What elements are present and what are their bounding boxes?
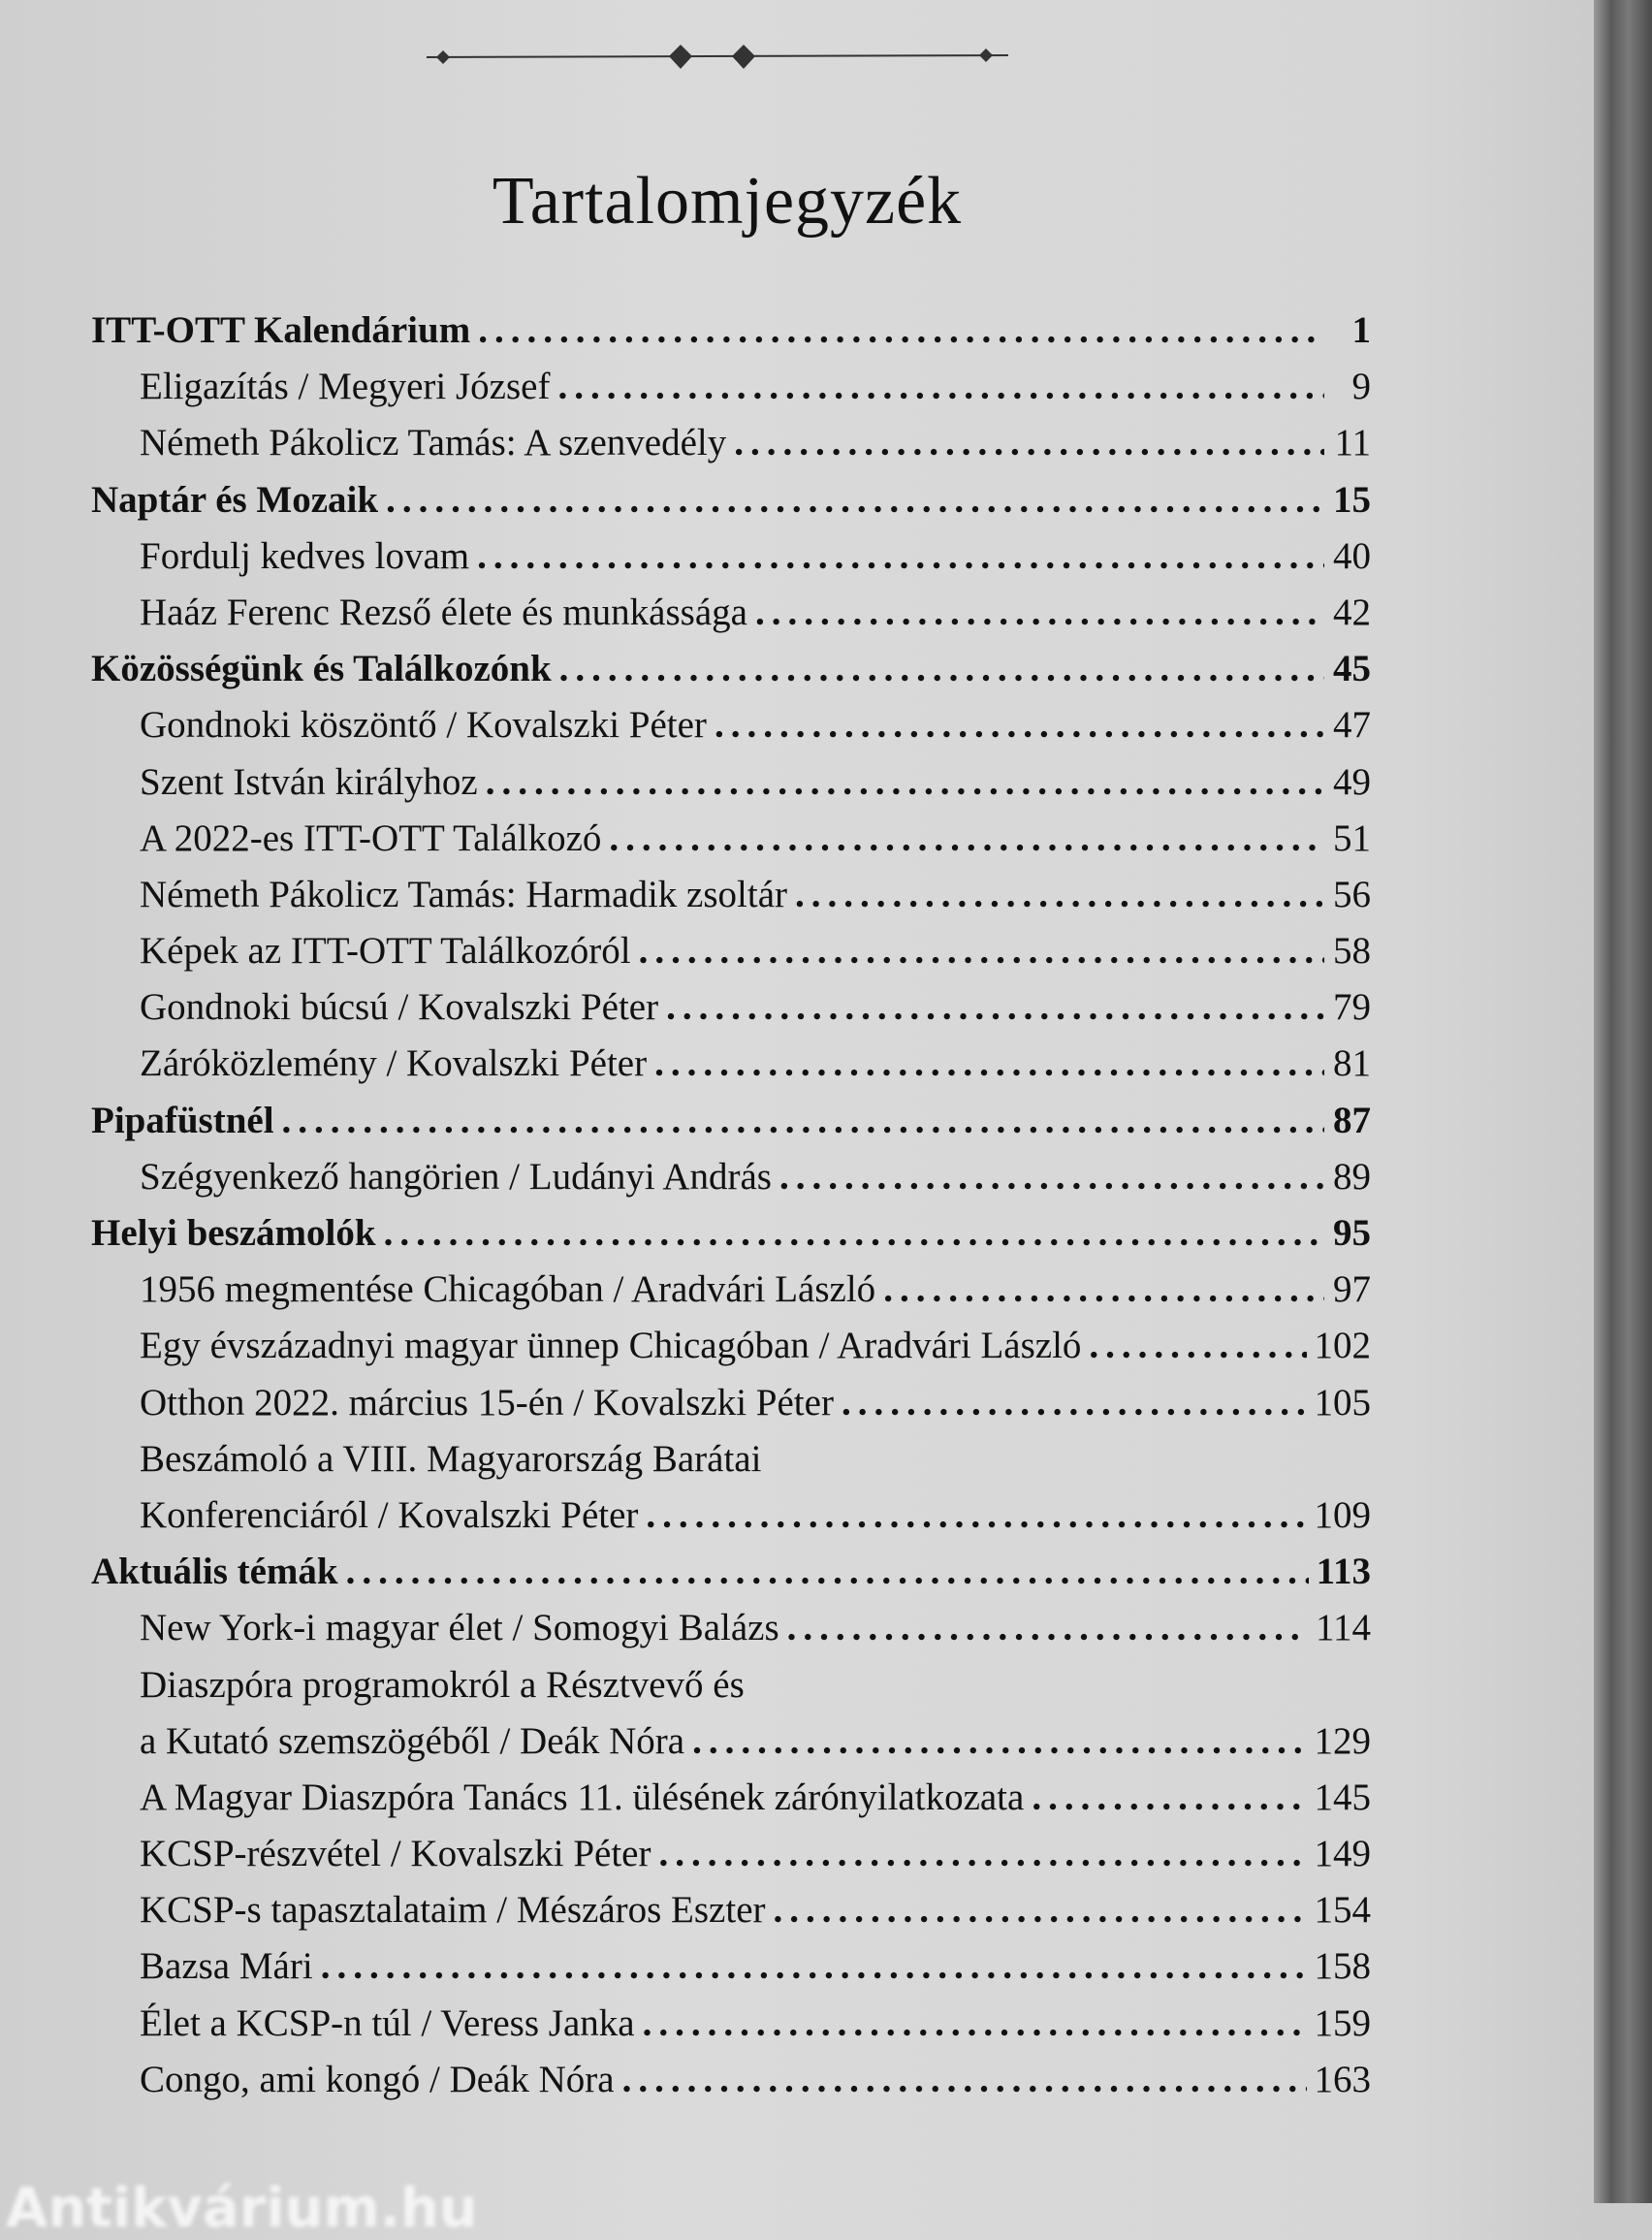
toc-page-number: 56: [1333, 873, 1371, 915]
dot-leader: [622, 2058, 1307, 2101]
dot-leader: [779, 1155, 1324, 1199]
toc-entry-row: [91, 2058, 1371, 2114]
toc-entry-row: [91, 1493, 1371, 1550]
toc-entry-title: Közösségünk és Találkozónk: [91, 648, 552, 690]
dot-leader: [774, 1888, 1307, 1932]
toc-page-number: 11: [1334, 422, 1371, 464]
toc-page-number: 79: [1333, 986, 1371, 1029]
toc-entry-row: [91, 985, 1371, 1041]
toc-page-number: 102: [1314, 1325, 1371, 1367]
toc-entry-row: [91, 873, 1371, 929]
dot-leader: [321, 1944, 1307, 1988]
toc-page-number: 129: [1314, 1719, 1371, 1762]
toc-page-number: 158: [1314, 1945, 1371, 1988]
toc-entry-row: [91, 421, 1371, 477]
toc-entry-row: [91, 591, 1371, 647]
toc-page-number: 47: [1333, 704, 1371, 747]
toc-entry-title: Egy évszázadnyi magyar ünnep Chicagóban / Aradvári László: [140, 1325, 1082, 1367]
dot-leader: [384, 1211, 1324, 1255]
toc-section-row: [91, 478, 1371, 534]
toc-entry-title: Záróközlemény / Kovalszki Péter: [140, 1042, 648, 1085]
dot-leader: [666, 985, 1324, 1029]
toc-page-number: 163: [1314, 2058, 1371, 2100]
toc-entry-title: Németh Pákolicz Tamás: A szenvedély: [140, 422, 727, 464]
toc-entry-title: Beszámoló a VIII. Magyarország Barátai: [140, 1437, 762, 1480]
toc-page-number: 159: [1314, 2001, 1371, 2044]
toc-entry-row: [91, 365, 1371, 421]
toc-entry-title: A Magyar Diaszpóra Tanács 11. ülésének zárónyilatkozata: [140, 1776, 1025, 1818]
toc-entry-title: Haáz Ferenc Rezső élete és munkássága: [140, 591, 747, 633]
toc-entry-row: [91, 1324, 1371, 1380]
toc-entry-title: a Kutató szemszögéből / Deák Nóra: [140, 1719, 685, 1762]
toc-entry-title: Szent István királyhoz: [140, 760, 478, 803]
dot-leader: [755, 591, 1324, 634]
toc-entry-title: Németh Pákolicz Tamás: Harmadik zsoltár: [140, 873, 788, 915]
toc-page-number: 1: [1351, 309, 1371, 351]
toc-entry-title: A 2022-es ITT-OTT Találkozó: [140, 816, 602, 859]
toc-page-number: 51: [1333, 816, 1371, 859]
dot-leader: [658, 1832, 1306, 1875]
toc-entry-title: Gondnoki búcsú / Kovalszki Péter: [140, 986, 659, 1029]
dot-leader: [883, 1267, 1324, 1311]
toc-entry-title: Képek az ITT-OTT Találkozóról: [140, 930, 631, 973]
toc-entry-row: [91, 1832, 1371, 1888]
watermark: Antikvárium.hu: [6, 2177, 478, 2240]
dot-leader: [346, 1550, 1309, 1593]
toc-entry-row: [91, 1663, 1371, 1719]
toc-page-number: 87: [1333, 1099, 1371, 1141]
dot-leader: [486, 760, 1324, 804]
dot-leader: [795, 873, 1324, 916]
toc-entry-title: Szégyenkező hangörien / Ludányi András: [140, 1155, 772, 1198]
toc-page-number: 9: [1351, 366, 1371, 408]
dot-leader: [715, 703, 1324, 747]
toc-page-number: 95: [1333, 1212, 1371, 1254]
toc-entry-title: Aktuális témák: [91, 1551, 338, 1593]
dot-leader: [639, 929, 1324, 973]
toc-entry-row: [91, 534, 1371, 591]
toc-entry-title: Eligazítás / Megyeri József: [140, 366, 551, 408]
dot-leader: [559, 647, 1324, 690]
toc-entry-title: Bazsa Mári: [140, 1945, 313, 1988]
toc-entry-row: [91, 1888, 1371, 1944]
toc-entry-title: Congo, ami kongó / Deák Nóra: [140, 2058, 615, 2100]
toc-section-row: [91, 647, 1371, 703]
toc-section-row: [91, 1550, 1371, 1606]
toc-section-row: [91, 308, 1371, 365]
toc-entry-title: Otthon 2022. március 15-én / Kovalszki Péter: [140, 1381, 834, 1424]
toc-entry-title: KCSP-s tapasztalataim / Mészáros Eszter: [140, 1889, 766, 1932]
toc-entry-title: Élet a KCSP-n túl / Veress Janka: [140, 2001, 635, 2044]
toc-page-number: 49: [1333, 760, 1371, 803]
toc-entry-title: Diaszpóra programokról a Résztvevő és: [140, 1663, 745, 1706]
toc-page-number: 42: [1333, 591, 1371, 633]
book-spine-shadow: [1594, 0, 1652, 2203]
toc-page-number: 114: [1315, 1607, 1371, 1649]
toc-page-number: 15: [1333, 478, 1371, 521]
dot-leader: [477, 534, 1324, 578]
toc-entry-title: Naptár és Mozaik: [91, 478, 379, 521]
page-title: Tartalomjegyzék: [492, 164, 963, 239]
toc-entry-title: Pipafüstnél: [91, 1099, 274, 1141]
dot-leader: [787, 1606, 1308, 1649]
toc-page-number: 97: [1333, 1268, 1371, 1311]
toc-page-number: 145: [1314, 1776, 1371, 1818]
toc-entry-title: Konferenciáról / Kovalszki Péter: [140, 1493, 639, 1536]
dot-leader: [654, 1041, 1324, 1085]
dot-leader: [643, 2001, 1307, 2045]
toc-page-number: 40: [1333, 534, 1371, 577]
toc-entry-row: [91, 1437, 1371, 1493]
toc-entry-title: New York-i magyar élet / Somogyi Balázs: [140, 1607, 779, 1649]
toc-page-number: 154: [1314, 1889, 1371, 1932]
table-of-contents: [91, 308, 1371, 2114]
toc-entry-row: [91, 703, 1371, 759]
toc-entry-row: [91, 1381, 1371, 1437]
dot-leader: [1089, 1324, 1306, 1367]
toc-page-number: 81: [1333, 1042, 1371, 1085]
toc-page-number: 149: [1314, 1833, 1371, 1875]
dot-leader: [1032, 1776, 1306, 1819]
toc-page-number: 45: [1333, 648, 1371, 690]
toc-entry-title: Fordulj kedves lovam: [140, 534, 470, 577]
toc-entry-title: KCSP-részvétel / Kovalszki Péter: [140, 1833, 651, 1875]
toc-entry-title: Helyi beszámolók: [91, 1212, 376, 1254]
toc-page-number: 58: [1333, 930, 1371, 973]
toc-entry-title: 1956 megmentése Chicagóban / Aradvári László: [140, 1268, 876, 1311]
toc-section-row: [91, 1099, 1371, 1155]
ornament-divider-icon: [427, 39, 1028, 74]
toc-entry-row: [91, 816, 1371, 873]
toc-entry-row: [91, 1719, 1371, 1776]
toc-entry-row: [91, 760, 1371, 816]
toc-entry-row: [91, 1606, 1371, 1662]
dot-leader: [386, 478, 1324, 522]
dot-leader: [478, 308, 1324, 352]
dot-leader: [842, 1381, 1307, 1424]
toc-entry-row: [91, 1776, 1371, 1832]
dot-leader: [734, 421, 1324, 464]
dot-leader: [609, 816, 1324, 860]
toc-page-number: 109: [1314, 1493, 1371, 1536]
toc-section-row: [91, 1211, 1371, 1267]
toc-entry-row: [91, 1944, 1371, 2000]
toc-page-number: 113: [1316, 1551, 1371, 1593]
dot-leader: [692, 1719, 1306, 1763]
toc-entry-row: [91, 1267, 1371, 1324]
toc-entry-row: [91, 2001, 1371, 2058]
dot-leader: [557, 365, 1324, 408]
dot-leader: [646, 1493, 1306, 1537]
toc-page-number: 105: [1314, 1381, 1371, 1424]
toc-entry-title: Gondnoki köszöntő / Kovalszki Péter: [140, 704, 707, 747]
toc-entry-row: [91, 1155, 1371, 1211]
dot-leader: [282, 1099, 1324, 1142]
toc-entry-row: [91, 1041, 1371, 1098]
toc-entry-title: ITT-OTT Kalendárium: [91, 309, 471, 351]
toc-page-number: 89: [1333, 1155, 1371, 1198]
toc-entry-row: [91, 929, 1371, 985]
